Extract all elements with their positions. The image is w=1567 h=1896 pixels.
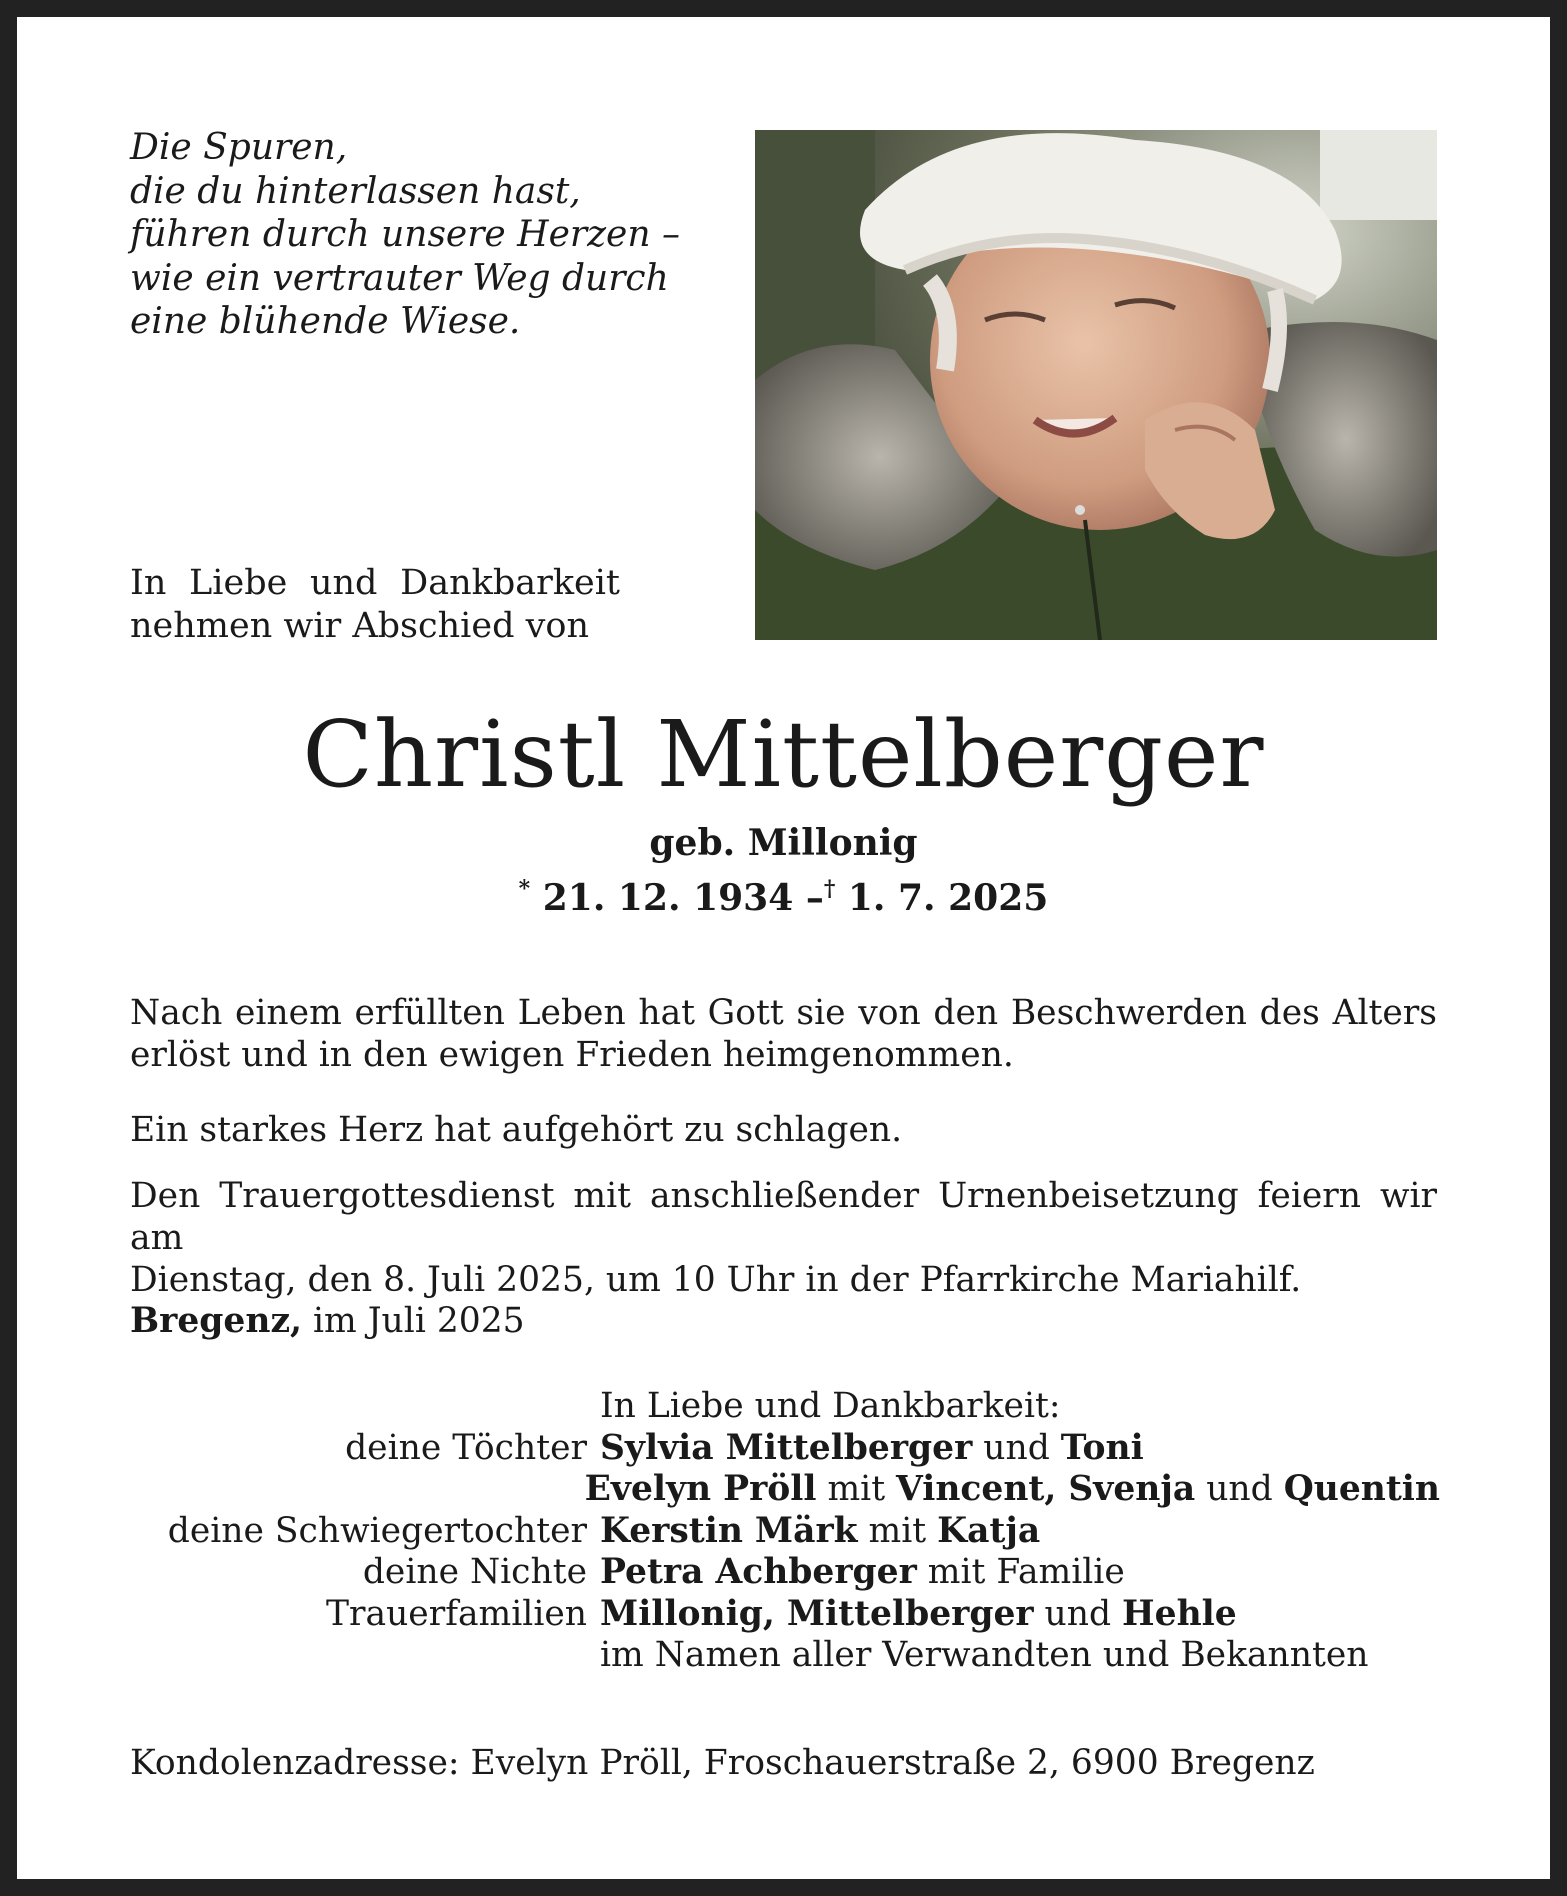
mourner-name-part: Vincent, Svenja — [896, 1469, 1196, 1509]
paragraph-line: Dienstag, den 8. Juli 2025, um 10 Uhr in der Pfarrkirche Mariahilf. — [130, 1260, 1302, 1300]
mourner-row — [130, 1552, 1440, 1594]
mourner-names — [600, 1552, 1125, 1594]
poem-line: Die Spuren, — [130, 127, 348, 168]
mourner-name-part: Millonig, Mittelberger — [600, 1593, 1034, 1634]
poem-line: führen durch unsere Herzen – — [130, 214, 680, 255]
mourner-name-part: Evelyn Pröll — [584, 1469, 817, 1509]
mourner-names — [585, 1469, 1440, 1511]
mourner-name-part: und — [972, 1427, 1061, 1468]
mourner-row — [130, 1635, 1440, 1677]
poem-line: wie ein vertrauter Weg durch — [130, 257, 669, 299]
mourner-name-part: im Namen aller Verwandten und Bekannten — [600, 1635, 1369, 1675]
mourner-names — [600, 1428, 1144, 1470]
place: Bregenz, — [130, 1301, 303, 1341]
mourners-heading-row — [130, 1386, 1440, 1428]
mourner-row — [130, 1511, 1440, 1553]
mourner-name-part: mit — [816, 1469, 897, 1509]
poem — [130, 126, 690, 344]
condolence-address: Kondolenzadresse: Evelyn Pröll, Froschauerstraße 2, 6900 Bregenz — [130, 1743, 1315, 1783]
deceased-name: Christl Mittelberger — [302, 701, 1265, 808]
death-symbol: † — [823, 876, 836, 902]
mourner-names — [600, 1594, 1237, 1636]
mourner-name-part: und — [1033, 1593, 1123, 1634]
mourner-role: deine Nichte — [362, 1552, 587, 1592]
mourner-name-part: Kerstin Märk — [600, 1510, 858, 1551]
mourner-role: deine Töchter — [345, 1427, 587, 1468]
mourner-row — [130, 1469, 1440, 1511]
poem-line: eine blühende Wiese. — [130, 301, 521, 342]
death-date: 1. 7. 2025 — [847, 877, 1049, 919]
life-dates — [0, 866, 1567, 921]
mourners-list — [130, 1386, 1440, 1677]
mourner-name-part: Hehle — [1122, 1593, 1237, 1634]
mourner-name-part: und — [1195, 1469, 1284, 1509]
mourner-row — [130, 1594, 1440, 1636]
date-dash: – — [805, 877, 824, 919]
place-date-text: im Juli 2025 — [313, 1301, 525, 1341]
mourner-name-part: Toni — [1060, 1427, 1144, 1468]
paragraph-line: erlöst und in den ewigen Frieden heimgenommen. — [130, 1035, 1014, 1075]
birth-date: 21. 12. 1934 — [542, 877, 794, 919]
maiden-name: geb. Millonig — [649, 822, 918, 864]
portrait-illustration — [755, 130, 1437, 640]
intro-text — [130, 562, 620, 648]
intro-line: nehmen wir Abschied von — [130, 606, 589, 646]
mourner-name-part: mit Familie — [916, 1552, 1125, 1592]
paragraph-line: Den Trauergottesdienst mit anschließender Urnenbeisetzung feiern wir am — [130, 1176, 1437, 1258]
mourner-name-part: Katja — [937, 1510, 1041, 1551]
mourner-names — [600, 1635, 1369, 1677]
mourner-name-part: Quentin — [1283, 1469, 1440, 1509]
birth-symbol: * — [518, 876, 531, 902]
paragraph-2: Ein starkes Herz hat aufgehört zu schlagen. — [130, 1110, 903, 1150]
mourner-name-part: Petra Achberger — [600, 1552, 917, 1592]
mourners-heading: In Liebe und Dankbarkeit: — [600, 1386, 1061, 1426]
paragraph-1 — [130, 992, 1437, 1076]
intro-line: In Liebe und Dankbarkeit — [130, 563, 620, 603]
mourner-row — [130, 1428, 1440, 1470]
mourner-role: deine Schwiegertochter — [167, 1510, 587, 1551]
place-date — [130, 1300, 1437, 1342]
paragraph-line: Nach einem erfüllten Leben hat Gott sie von den Beschwerden des Alters — [130, 993, 1437, 1033]
mourner-role: Trauerfamilien — [326, 1593, 587, 1634]
mourner-name-part: mit — [857, 1510, 938, 1551]
mourner-role — [130, 1386, 600, 1428]
mourner-role — [130, 1469, 585, 1511]
poem-line: die du hinterlassen hast, — [130, 170, 581, 212]
mourner-rows — [130, 1428, 1440, 1677]
mourner-name-part: Sylvia Mittelberger — [600, 1427, 973, 1468]
paragraph-3 — [130, 1175, 1437, 1301]
mourner-names — [600, 1511, 1040, 1553]
mourner-role — [130, 1635, 600, 1677]
portrait-photo — [755, 130, 1437, 640]
